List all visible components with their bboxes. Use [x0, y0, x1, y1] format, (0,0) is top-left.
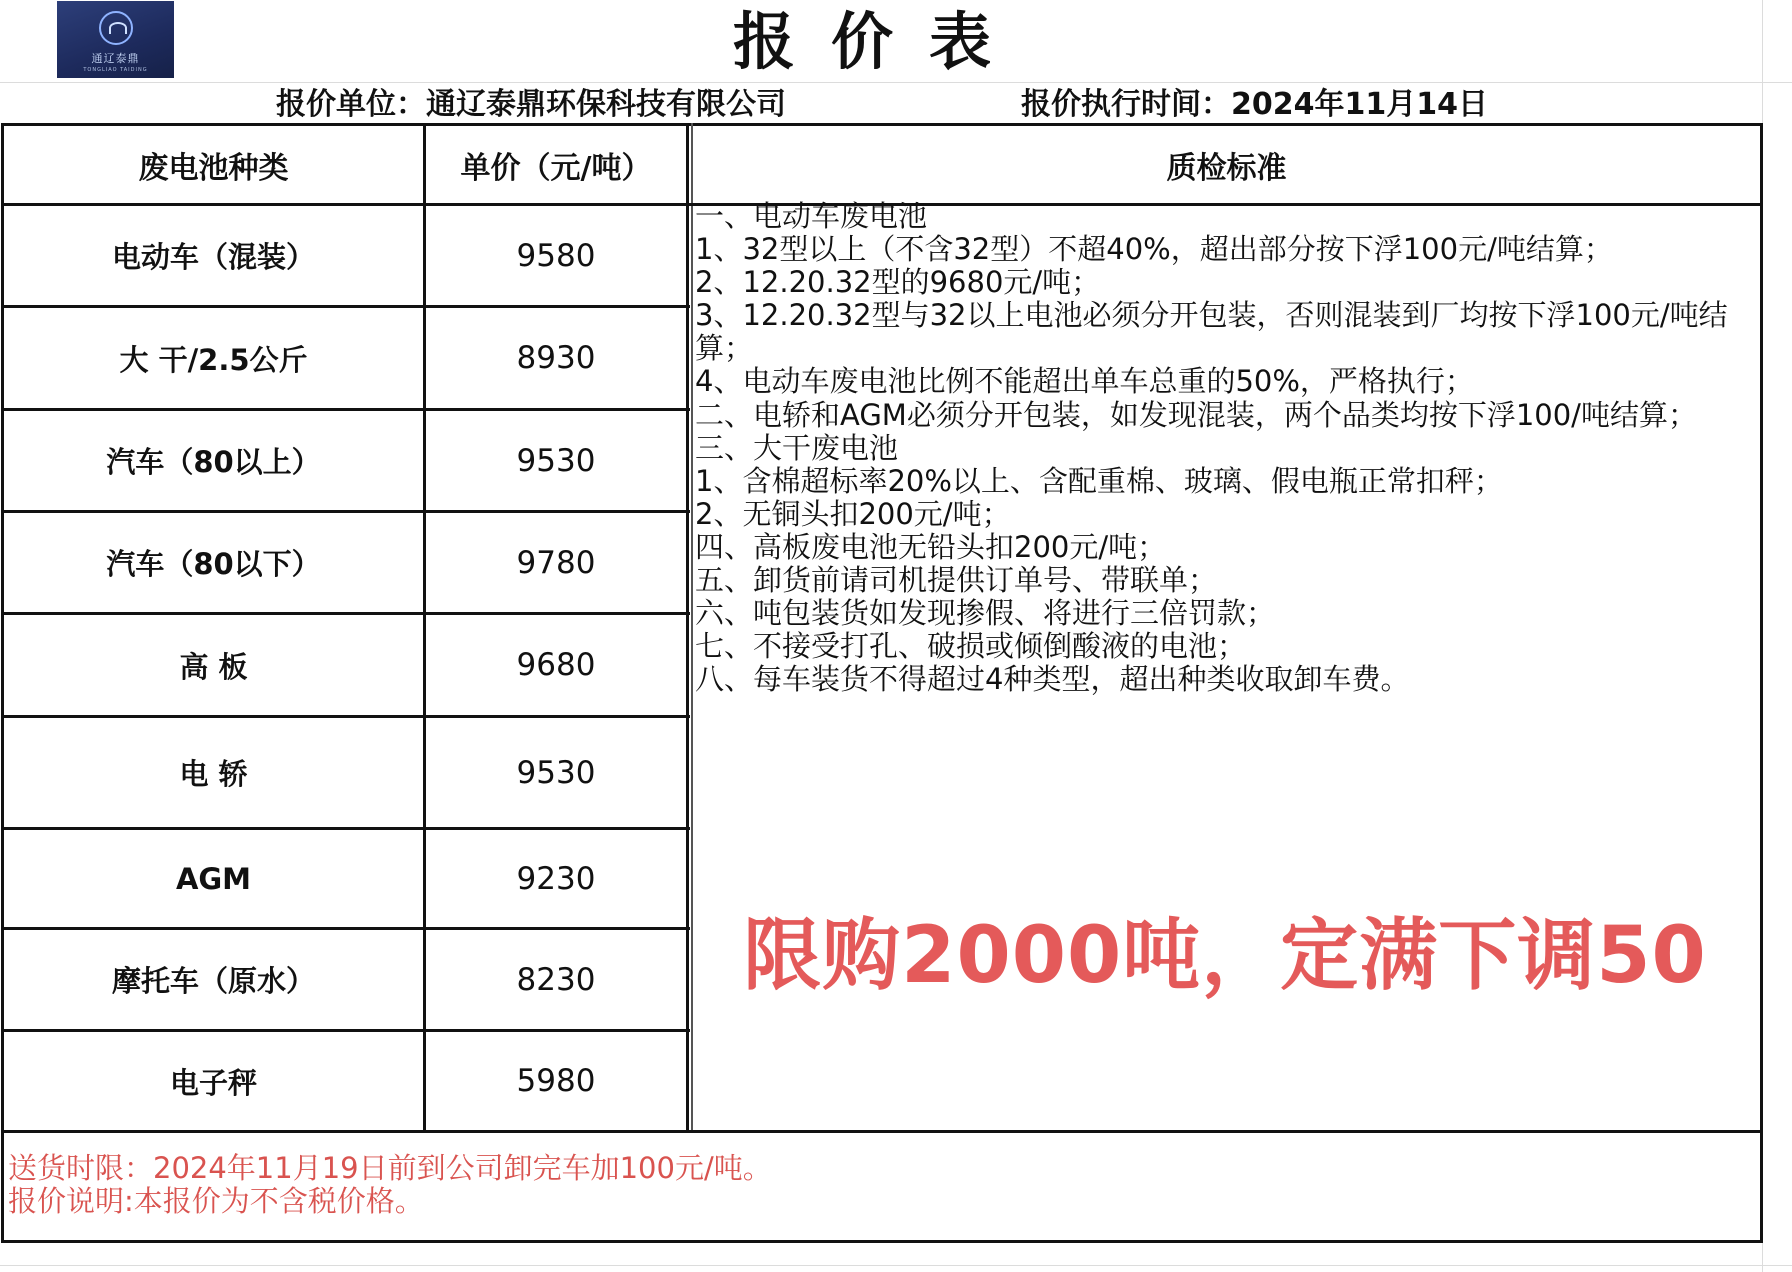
standard-line: 2、无铜头扣200元/吨； — [695, 496, 1011, 531]
table-row-price: 8930 — [516, 340, 596, 376]
standard-line: 4、电动车废电池比例不能超出单车总重的50%，严格执行； — [695, 364, 1474, 399]
delivery-deadline-note: 送货时限：2024年11月19日前到公司卸完车加100元/吨。 — [8, 1151, 772, 1185]
logo-subtext: TONGLIAO TAIDING — [83, 67, 148, 73]
table-row-type: 电动车（混装） — [111, 240, 315, 274]
column-divider — [686, 123, 689, 1133]
table-row-type: 大 干/2.5公斤 — [119, 342, 308, 377]
standard-line: 2、12.20.32型的9680元/吨； — [695, 265, 1101, 300]
standard-line: 四、高板废电池无铅头扣200元/吨； — [695, 529, 1167, 564]
standard-line: 五、卸货前请司机提供订单号、带联单； — [695, 563, 1218, 598]
standard-line: 二、电轿和AGM必须分开包装，如发现混装，两个品类均按下浮100/吨结算； — [695, 397, 1697, 432]
header-unit-price: 单价（元/吨） — [460, 150, 652, 186]
standard-line: 3、12.20.32型与32以上电池必须分开包装，否则混装到厂均按下浮100元/吨结算； — [695, 298, 1728, 366]
standard-line: 八、每车装货不得超过4种类型，超出种类收取卸车费。 — [695, 662, 1410, 697]
standard-line: 七、不接受打孔、破损或倾倒酸液的电池； — [695, 629, 1247, 664]
table-row-type: AGM — [175, 861, 252, 896]
table-row-price: 9530 — [516, 442, 596, 479]
table-row-type: 电 轿 — [179, 757, 248, 791]
table-row-price: 8230 — [516, 961, 596, 998]
header-battery-type: 废电池种类 — [138, 150, 289, 186]
standard-line: 一、电动车废电池 — [695, 199, 928, 233]
logo-text: 通辽泰鼎 — [91, 52, 140, 65]
purchase-limit-notice: 限购2000吨，定满下调50 — [743, 911, 1707, 1001]
table-row-price: 9530 — [516, 754, 596, 791]
table-row-type: 高 板 — [179, 649, 248, 684]
table-row-type: 摩托车（原水） — [111, 964, 315, 998]
table-row-price: 9780 — [516, 544, 596, 581]
standard-line: 六、吨包装货如发现掺假、将进行三倍罚款； — [695, 596, 1276, 631]
table-row-price: 9230 — [516, 860, 596, 897]
quote-effective-time: 报价执行时间：2024年11月14日 — [1021, 87, 1488, 122]
footer-notes — [8, 1152, 772, 1218]
table-row-price: 5980 — [516, 1063, 596, 1099]
tax-note: 报价说明:本报价为不含税价格。 — [8, 1184, 424, 1218]
sheet-gridline — [0, 82, 1792, 83]
table-bottom-divider — [1, 1130, 1763, 1133]
table-row-type: 汽车（80以上） — [106, 445, 321, 479]
standard-line: 1、32型以上（不含32型）不超40%，超出部分按下浮100元/吨结算； — [695, 232, 1613, 267]
standard-line: 1、含棉超标率20%以上、含配重棉、玻璃、假电瓶正常扣秤； — [695, 463, 1503, 498]
quality-standards — [695, 200, 1755, 696]
table-row-price: 9680 — [516, 647, 596, 683]
table-row-price: 9580 — [516, 237, 596, 274]
header-quality-standard: 质检标准 — [1166, 150, 1287, 186]
quote-unit: 报价单位：通辽泰鼎环保科技有限公司 — [276, 87, 786, 122]
table-row-type: 汽车（80以下） — [106, 547, 321, 581]
standard-line: 三、大干废电池 — [695, 430, 899, 465]
sheet-gridline — [0, 1265, 1792, 1266]
table-row-type: 电子秤 — [169, 1065, 257, 1100]
page-title: 报价表 — [732, 5, 1027, 78]
